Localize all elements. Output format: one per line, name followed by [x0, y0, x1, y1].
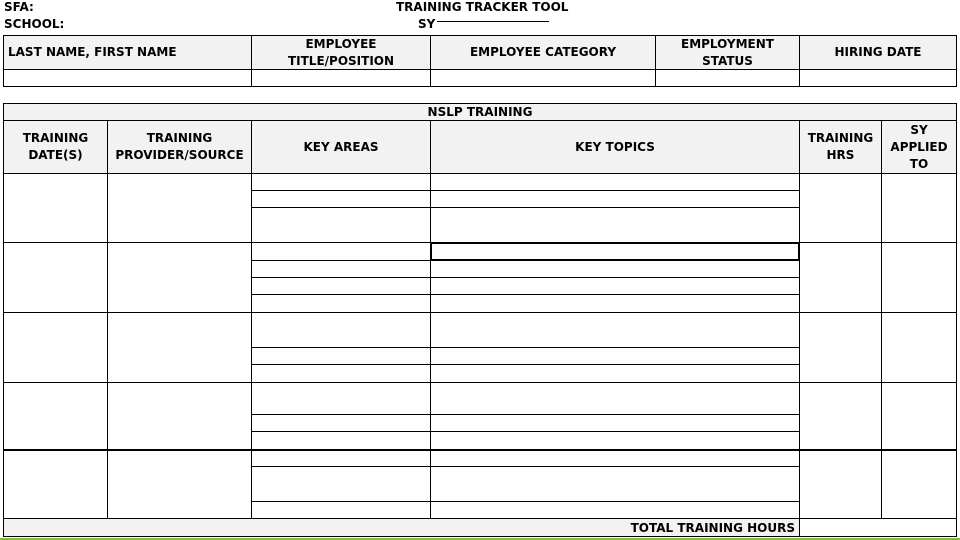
sy-applied-cell[interactable] [881, 242, 957, 313]
hiring-date-input[interactable] [799, 69, 957, 87]
provider-cell[interactable] [107, 173, 252, 243]
col-training-hrs-header [799, 120, 882, 174]
category-input[interactable] [430, 69, 656, 87]
training-hrs-cell[interactable] [799, 173, 882, 243]
training-hrs-cell[interactable] [799, 382, 882, 450]
training-hrs-cell[interactable] [799, 449, 882, 519]
key-topic-cell-selected[interactable] [430, 242, 800, 261]
key-area-cell[interactable] [251, 382, 431, 415]
key-area-cell[interactable] [251, 260, 431, 278]
key-topic-cell[interactable] [430, 294, 800, 313]
key-topic-cell[interactable] [430, 382, 800, 415]
title-input[interactable] [251, 69, 431, 87]
training-date-cell[interactable] [3, 312, 108, 383]
sy-label: SY [418, 17, 436, 31]
key-topic-cell[interactable] [430, 190, 800, 208]
key-area-cell[interactable] [251, 242, 431, 261]
key-topic-cell[interactable] [430, 431, 800, 450]
key-area-cell[interactable] [251, 190, 431, 208]
total-training-hours-label: TOTAL TRAINING HOURS [3, 518, 800, 537]
col-sy-applied-header [881, 120, 957, 174]
training-hrs-cell[interactable] [799, 312, 882, 383]
key-topic-cell[interactable] [430, 414, 800, 432]
school-label: SCHOOL: [4, 17, 65, 31]
key-topic-cell[interactable] [430, 277, 800, 295]
key-area-cell[interactable] [251, 294, 431, 313]
key-topic-cell[interactable] [430, 501, 800, 519]
key-topic-cell[interactable] [430, 466, 800, 502]
sy-applied-cell[interactable] [881, 312, 957, 383]
key-area-cell[interactable] [251, 312, 431, 348]
col-key-topics-header: KEY TOPICS [430, 120, 800, 174]
key-area-cell[interactable] [251, 501, 431, 519]
key-area-cell[interactable] [251, 207, 431, 243]
key-area-cell[interactable] [251, 277, 431, 295]
training-date-cell[interactable] [3, 173, 108, 243]
col-title-header [251, 35, 431, 70]
col-provider-text: TRAINING PROVIDER/SOURCE [115, 131, 244, 162]
key-area-cell[interactable] [251, 466, 431, 502]
provider-cell[interactable] [107, 312, 252, 383]
training-date-cell[interactable] [3, 242, 108, 313]
key-topic-cell[interactable] [430, 364, 800, 383]
training-date-cell[interactable] [3, 382, 108, 450]
col-training-date-text: TRAINING DATE(S) [22, 131, 89, 162]
key-topic-cell[interactable] [430, 260, 800, 278]
col-hiring-header: HIRING DATE [799, 35, 957, 70]
sy-applied-cell[interactable] [881, 173, 957, 243]
col-sy-applied-text: SY APPLIED TO [890, 122, 948, 171]
sy-applied-cell[interactable] [881, 382, 957, 450]
page-title: TRAINING TRACKER TOOL [396, 0, 569, 14]
col-category-header: EMPLOYEE CATEGORY [430, 35, 656, 70]
nslp-section-title: NSLP TRAINING [3, 103, 957, 121]
col-status-header [655, 35, 800, 70]
col-provider-header [107, 120, 252, 174]
col-key-areas-header: KEY AREAS [251, 120, 431, 174]
key-topic-cell[interactable] [430, 207, 800, 243]
key-topic-cell[interactable] [430, 312, 800, 348]
key-area-cell[interactable] [251, 449, 431, 467]
col-training-hrs-text: TRAINING HRS [807, 131, 874, 162]
key-area-cell[interactable] [251, 347, 431, 365]
sy-applied-cell[interactable] [881, 449, 957, 519]
total-training-hours-input[interactable] [799, 518, 957, 537]
key-topic-cell[interactable] [430, 449, 800, 467]
provider-cell[interactable] [107, 382, 252, 450]
col-status-text: EMPLOYMENT STATUS [681, 36, 774, 68]
key-topic-cell[interactable] [430, 347, 800, 365]
status-input[interactable] [655, 69, 800, 87]
provider-cell[interactable] [107, 449, 252, 519]
name-input[interactable] [3, 69, 252, 87]
training-hrs-cell[interactable] [799, 242, 882, 313]
key-area-cell[interactable] [251, 173, 431, 191]
sy-input-line[interactable] [437, 21, 549, 22]
sfa-label: SFA: [4, 0, 34, 14]
key-topic-cell[interactable] [430, 173, 800, 191]
key-area-cell[interactable] [251, 431, 431, 450]
key-area-cell[interactable] [251, 414, 431, 432]
col-name-header: LAST NAME, FIRST NAME [3, 35, 252, 70]
col-training-date-header [3, 120, 108, 174]
provider-cell[interactable] [107, 242, 252, 313]
key-area-cell[interactable] [251, 364, 431, 383]
training-date-cell[interactable] [3, 449, 108, 519]
col-title-text: EMPLOYEE TITLE/POSITION [287, 36, 395, 68]
